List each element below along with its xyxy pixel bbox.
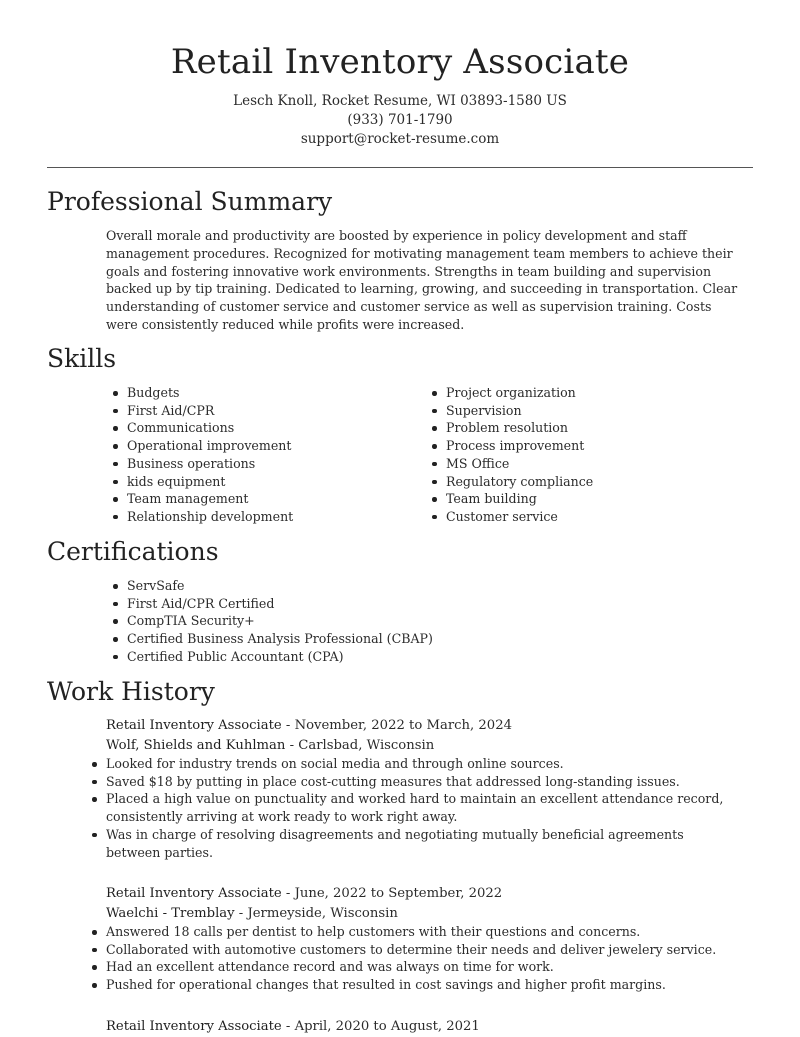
job-location: - Carlsbad, Wisconsin bbox=[285, 737, 435, 753]
job-duty: Saved $18 by putting in place cost-cutting measures that addressed long-standing issues. bbox=[85, 773, 726, 791]
job-entry bbox=[106, 716, 726, 861]
skill-item: kids equipment bbox=[106, 473, 406, 491]
job-duty: Pushed for operational changes that resulted in cost savings and higher profit margins. bbox=[85, 976, 726, 994]
skill-item: Team management bbox=[106, 490, 406, 508]
job-duty: Looked for industry trends on social media and through online sources. bbox=[85, 755, 726, 773]
job-dates: - June, 2022 to September, 2022 bbox=[281, 886, 503, 901]
contact-info bbox=[0, 92, 800, 149]
address: Lesch Knoll, Rocket Resume, WI 03893-1580 US bbox=[233, 93, 567, 109]
section-title-work-history: Work History bbox=[47, 677, 215, 706]
skills-list-right bbox=[425, 384, 725, 526]
job-heading bbox=[106, 884, 726, 904]
section-title-skills: Skills bbox=[47, 344, 117, 373]
job-employer bbox=[106, 904, 726, 924]
certification-item: Certified Public Accountant (CPA) bbox=[106, 648, 706, 666]
job-title: Retail Inventory Associate bbox=[106, 1019, 282, 1034]
company-name: Wolf, Shields and Kuhlman bbox=[106, 737, 286, 753]
job-employer bbox=[106, 736, 726, 756]
skill-item: MS Office bbox=[425, 455, 725, 473]
certification-item: CompTIA Security+ bbox=[106, 612, 706, 630]
job-entry bbox=[106, 1017, 726, 1037]
section-title-summary: Professional Summary bbox=[47, 187, 333, 216]
skill-item: Operational improvement bbox=[106, 437, 406, 455]
job-duties-list bbox=[85, 755, 726, 861]
certification-item: Certified Business Analysis Professional (CBAP) bbox=[106, 630, 706, 648]
job-heading bbox=[106, 1017, 726, 1037]
job-entry bbox=[106, 884, 726, 994]
job-location: - Jermeyside, Wisconsin bbox=[234, 905, 398, 921]
skill-item: Supervision bbox=[425, 402, 725, 420]
job-dates: - November, 2022 to March, 2024 bbox=[281, 718, 512, 733]
job-duty: Was in charge of resolving disagreements and negotiating mutually beneficial agreements between parties. bbox=[85, 826, 726, 861]
skill-item: Problem resolution bbox=[425, 419, 725, 437]
skill-item: First Aid/CPR bbox=[106, 402, 406, 420]
job-title: Retail Inventory Associate bbox=[106, 718, 282, 733]
job-duty: Collaborated with automotive customers to determine their needs and deliver jewelery service. bbox=[85, 941, 726, 959]
skill-item: Process improvement bbox=[425, 437, 725, 455]
job-heading bbox=[106, 716, 726, 736]
job-duty: Answered 18 calls per dentist to help customers with their questions and concerns. bbox=[85, 923, 726, 941]
header-divider bbox=[47, 167, 753, 168]
skill-item: Team building bbox=[425, 490, 725, 508]
resume-header bbox=[0, 0, 800, 149]
email-address: support@rocket-resume.com bbox=[300, 131, 500, 147]
skill-item: Relationship development bbox=[106, 508, 406, 526]
skill-item: Project organization bbox=[425, 384, 725, 402]
job-duty: Had an excellent attendance record and was always on time for work. bbox=[85, 958, 726, 976]
company-name: Waelchi - Tremblay bbox=[106, 905, 235, 921]
summary-paragraph: Overall morale and productivity are boosted by experience in policy development and staff management procedures. Recognized for motivating management team members to achieve their goals and fostering innovative work environments. Strengths in team building and supervision backed up by tip training. Dedicated to learning, growing, and succeeding in transportation. Clear understanding of customer service and customer service as well as supervision training. Costs were consistently reduced while profits were increased. bbox=[106, 228, 738, 332]
certifications-list bbox=[106, 577, 706, 666]
candidate-name: Retail Inventory Associate bbox=[170, 42, 630, 82]
job-dates: - April, 2020 to August, 2021 bbox=[281, 1019, 480, 1034]
job-duty: Placed a high value on punctuality and worked hard to maintain an excellent attendance record, consistently arriving at work ready to work right away. bbox=[85, 790, 726, 825]
job-duties-list bbox=[85, 923, 726, 994]
certification-item: ServSafe bbox=[106, 577, 706, 595]
certification-item: First Aid/CPR Certified bbox=[106, 595, 706, 613]
skill-item: Business operations bbox=[106, 455, 406, 473]
skills-list-left bbox=[106, 384, 406, 526]
job-title: Retail Inventory Associate bbox=[106, 886, 282, 901]
skill-item: Communications bbox=[106, 419, 406, 437]
phone-number: (933) 701-1790 bbox=[347, 112, 453, 128]
skill-item: Budgets bbox=[106, 384, 406, 402]
skill-item: Customer service bbox=[425, 508, 725, 526]
section-title-certifications: Certifications bbox=[47, 537, 219, 566]
skill-item: Regulatory compliance bbox=[425, 473, 725, 491]
